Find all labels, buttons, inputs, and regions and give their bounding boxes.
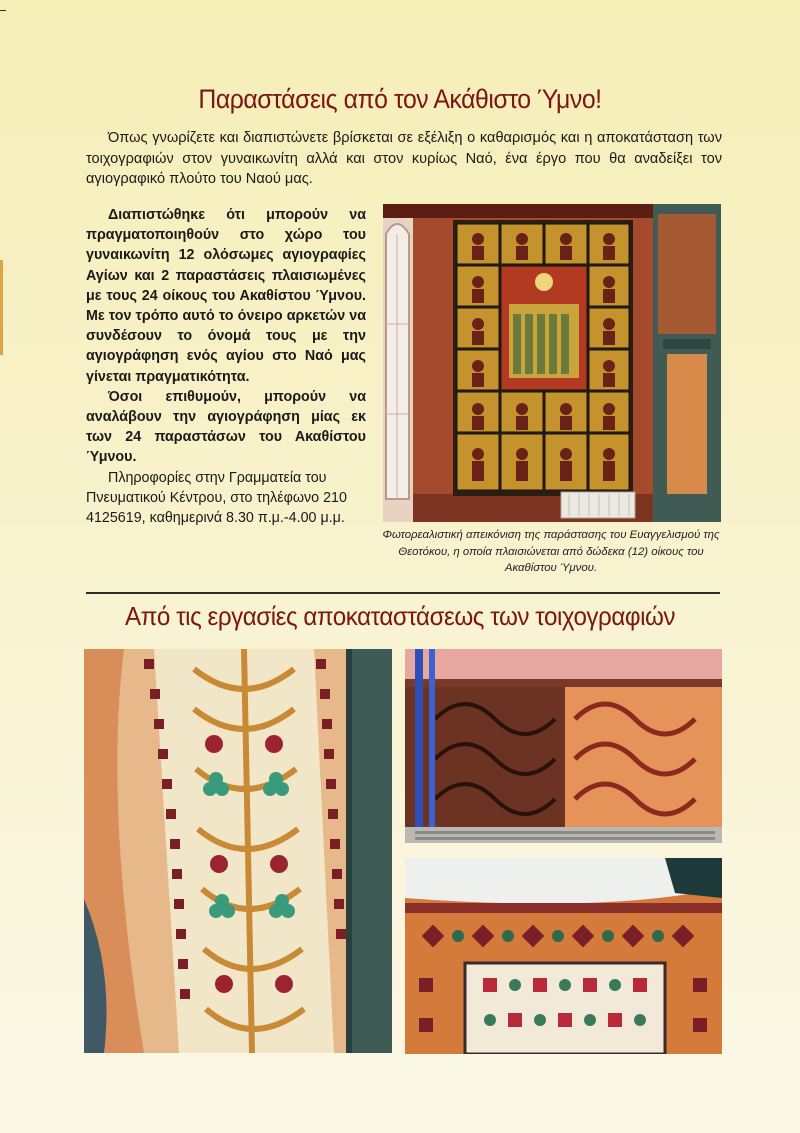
page-title: Παραστάσεις από τον Ακάθιστο Ύμνο! — [198, 84, 602, 114]
intro-paragraph: Όπως γνωρίζετε και διαπιστώνετε βρίσκεται σε εξέλιξη ο καθαρισμός και η αποκατάσταση των τοιχογραφιών στον γυναικωνίτη αλλά και στον κυρίως Ναό, ένα έργο που θα αναδείξει τον αγιογραφικό πλούτο του Ναού μας. — [86, 130, 722, 187]
section-title: Από τις εργασίες αποκαταστάσεως των τοιχογραφιών — [124, 601, 676, 631]
photo-caption: Φωτορεαλιστική απεικόνιση της παράστασης του Ευαγγελισμού της Θεοτόκου, η οποία πλαισιώνεται από δώδεκα (12) οίκους του Ακαθίστου Ύμνου. — [382, 529, 720, 574]
paragraph-announcement: Διαπιστώθηκε ότι μπορούν να πραγματοποιηθούν στο χώρο του γυναικωνίτη 12 ολόσωμες αγιογραφίες Αγίων και 2 παραστάσεις πλαισιωμένες με τους 24 οίκους του Ακαθίστου Ύμνου. Με τον τρόπο αυτό το όνειρο αρκετών να συνδέσουν το όνομά τους με την αγιογράφηση ενός αγίου στο Ναό μας γίνεται πραγματικότητα. — [86, 207, 366, 385]
section-divider — [86, 592, 720, 594]
restoration-photo-scaffold — [405, 649, 722, 843]
crop-mark — [0, 10, 6, 11]
iconostasis-photo — [383, 204, 721, 522]
paragraph-contact-info: Πληροφορίες στην Γραμματεία του Πνευματικού Κέντρου, στο τηλέφωνο 210 4125619, καθημερινά 8.30 π.μ.-4.00 μ.μ. — [86, 469, 347, 527]
restoration-photo-arch — [84, 649, 392, 1053]
page-edge-accent — [0, 260, 3, 355]
paragraph-sponsorship: Όσοι επιθυμούν, μπορούν να αναλάβουν την αγιογράφηση μίας εκ των 24 παραστάσων του Ακαθίστου Ύμνου. — [86, 388, 366, 466]
restoration-photo-tiles — [405, 858, 722, 1054]
article-column — [86, 205, 366, 528]
